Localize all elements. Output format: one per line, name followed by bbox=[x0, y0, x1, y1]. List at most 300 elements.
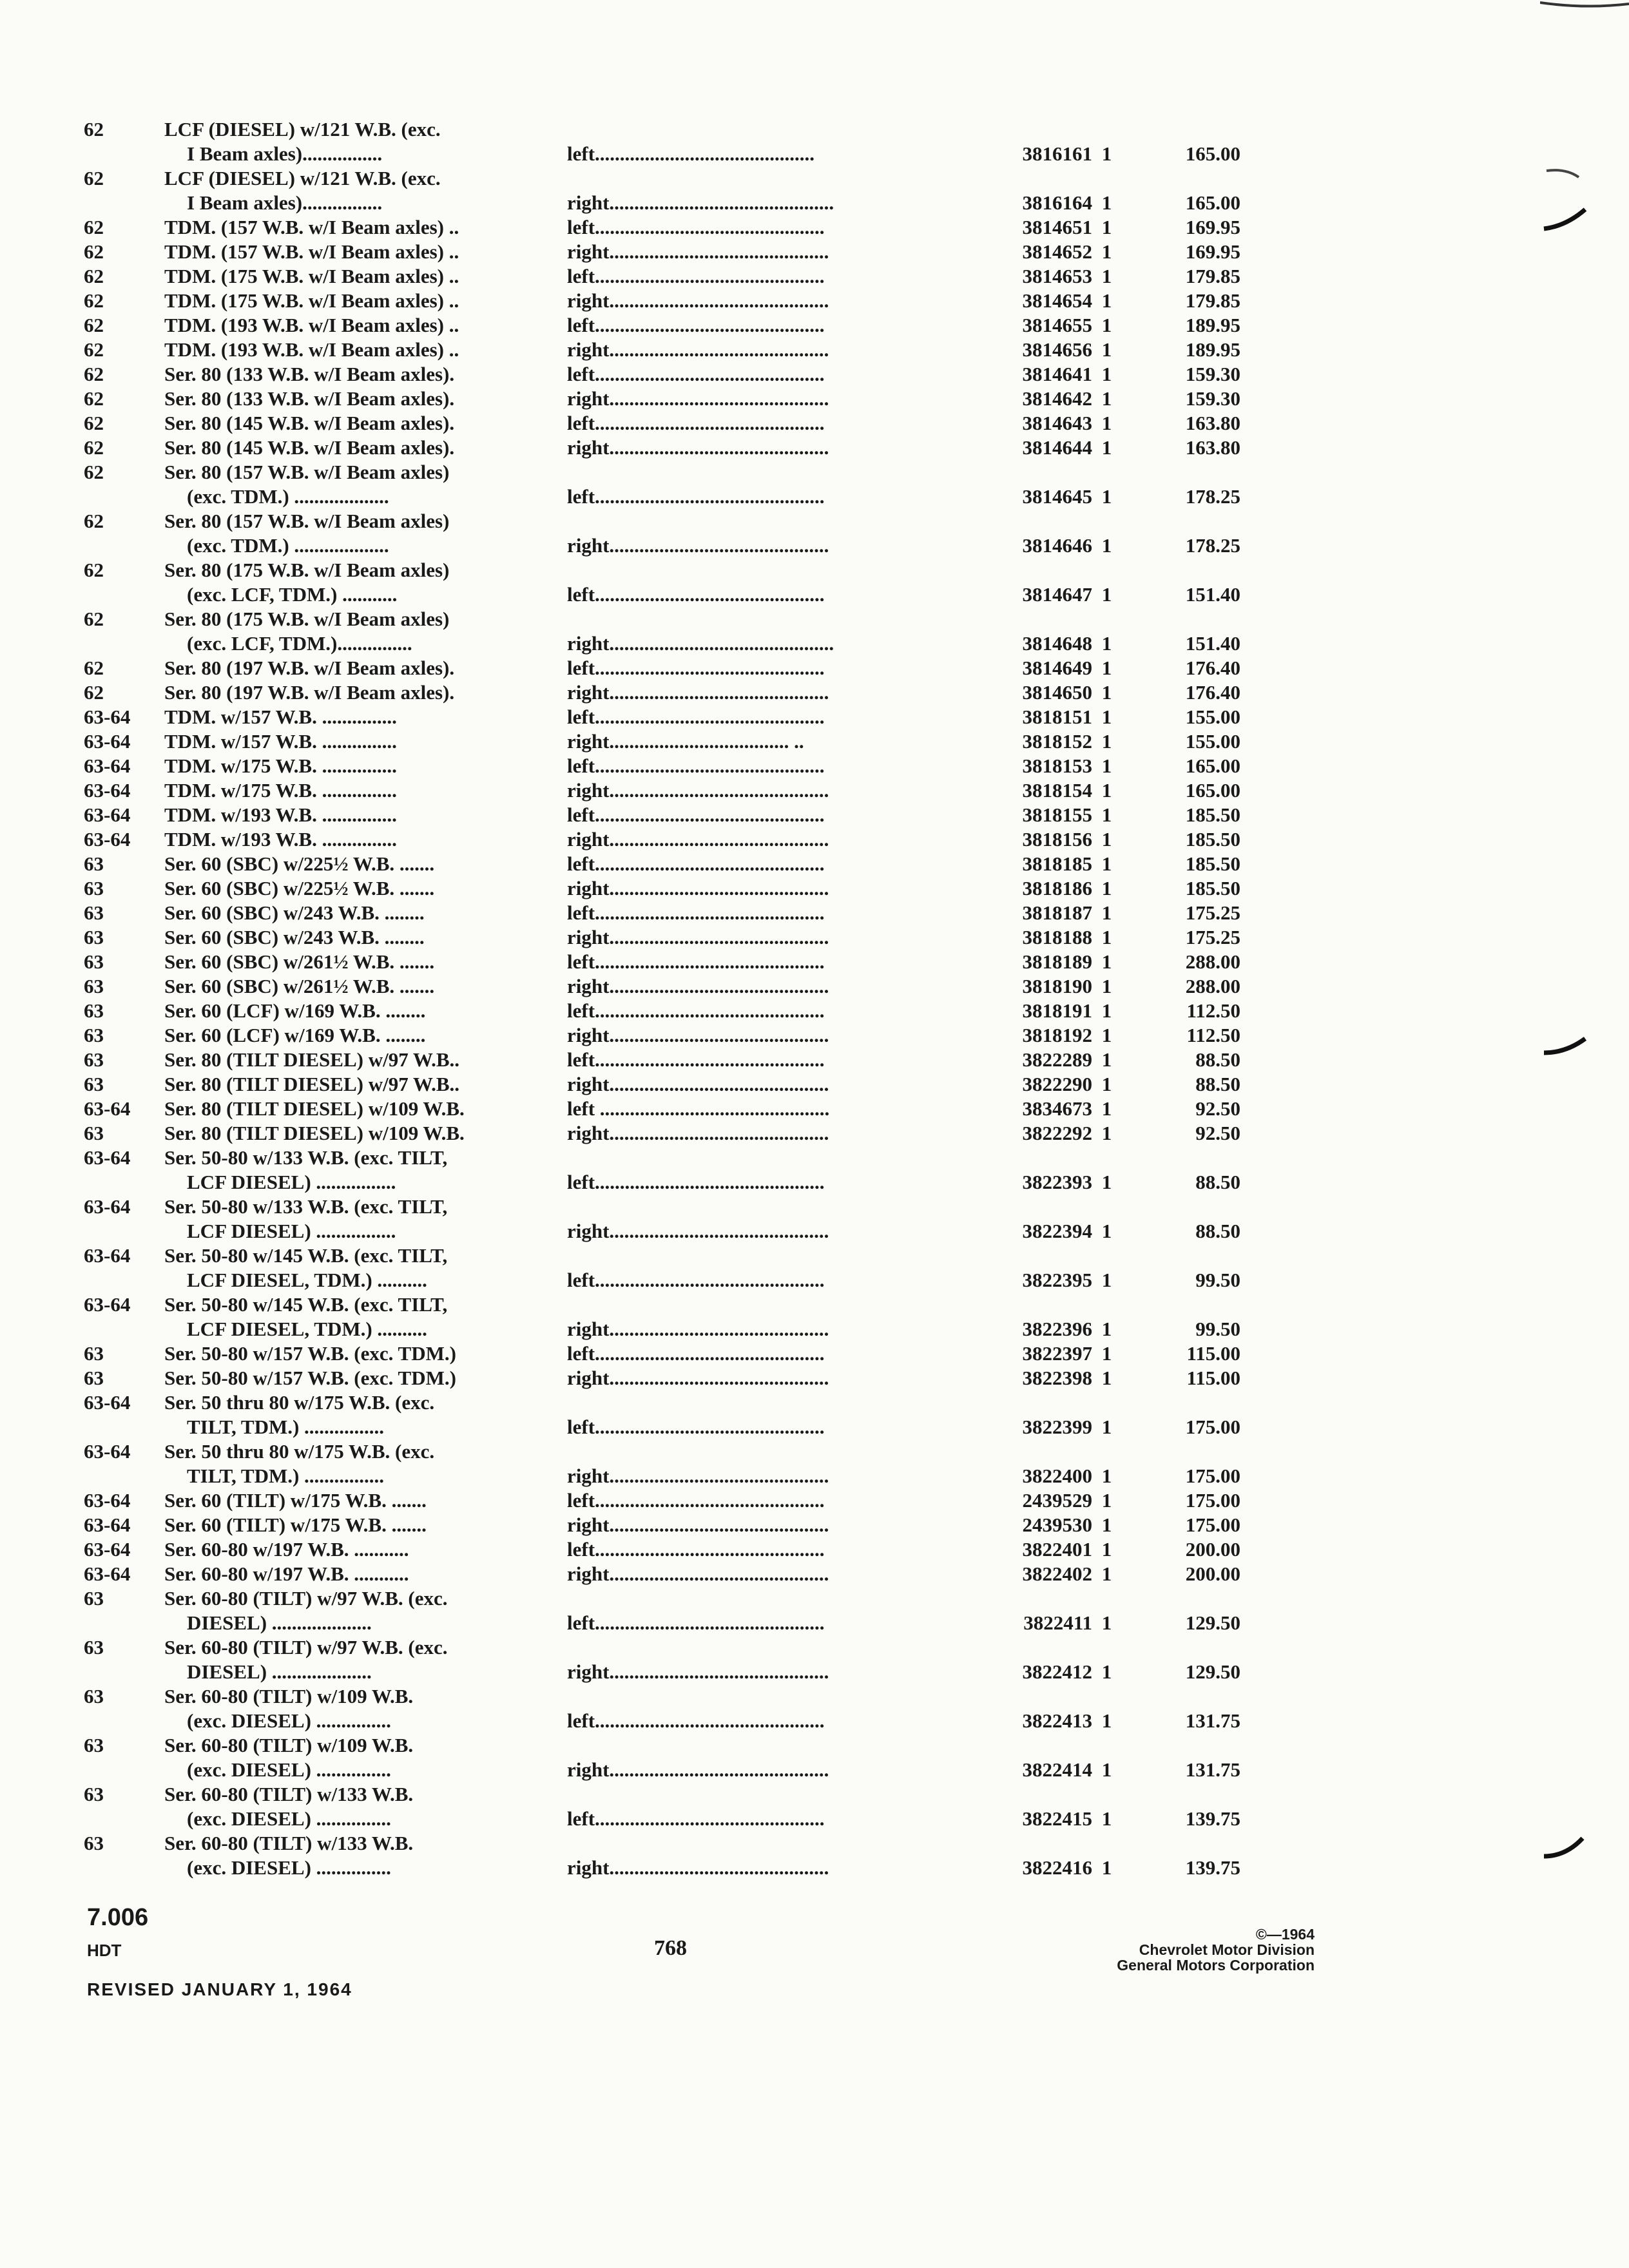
price: 112.50 bbox=[1186, 1024, 1240, 1046]
price: 129.50 bbox=[1185, 1611, 1240, 1634]
side-label: right............................................ bbox=[567, 1562, 829, 1585]
part-number: 3814653 bbox=[1022, 265, 1092, 287]
price: 175.00 bbox=[1185, 1489, 1240, 1512]
part-number: 3814651 bbox=[1022, 216, 1092, 238]
part-number: 3814647 bbox=[1022, 583, 1092, 606]
price: 88.50 bbox=[1195, 1048, 1240, 1071]
part-number: 3834673 bbox=[1022, 1097, 1092, 1120]
model-year: 62 bbox=[84, 118, 104, 140]
part-description: TDM. (157 W.B. w/I Beam axles) .. bbox=[164, 240, 459, 263]
quantity: 1 bbox=[1101, 240, 1112, 263]
price: 165.00 bbox=[1185, 142, 1240, 165]
quantity: 1 bbox=[1101, 1660, 1112, 1683]
side-label: right............................................ bbox=[567, 534, 829, 557]
model-year: 62 bbox=[84, 412, 104, 434]
model-year: 63 bbox=[84, 1367, 104, 1389]
part-description-continued: (exc. DIESEL) ............... bbox=[187, 1709, 391, 1732]
model-year: 63 bbox=[84, 950, 104, 973]
part-description: Ser. 60 (SBC) w/225½ W.B. ....... bbox=[164, 877, 435, 899]
model-year: 63-64 bbox=[84, 1440, 131, 1463]
part-number: 3822393 bbox=[1022, 1171, 1092, 1193]
model-year: 62 bbox=[84, 240, 104, 263]
part-number: 3814650 bbox=[1022, 681, 1092, 704]
quantity: 1 bbox=[1101, 975, 1112, 997]
part-description: Ser. 80 (145 W.B. w/I Beam axles). bbox=[164, 412, 455, 434]
quantity: 1 bbox=[1101, 363, 1112, 385]
side-label: right............................................ bbox=[567, 877, 829, 899]
side-label: right............................................ bbox=[567, 1220, 829, 1242]
quantity: 1 bbox=[1101, 1538, 1112, 1561]
quantity: 1 bbox=[1101, 1073, 1112, 1095]
side-label: right............................................. bbox=[567, 632, 834, 655]
part-description: LCF (DIESEL) w/121 W.B. (exc. bbox=[164, 167, 441, 189]
price: 175.00 bbox=[1185, 1465, 1240, 1487]
page-number: 768 bbox=[654, 1936, 687, 1960]
part-description-continued: LCF DIESEL, TDM.) .......... bbox=[187, 1318, 427, 1340]
part-description: Ser. 50-80 w/145 W.B. (exc. TILT, bbox=[164, 1244, 448, 1267]
price: 131.75 bbox=[1185, 1709, 1240, 1732]
price: 163.80 bbox=[1185, 412, 1240, 434]
price: 88.50 bbox=[1195, 1073, 1240, 1095]
part-description: Ser. 80 (133 W.B. w/I Beam axles). bbox=[164, 387, 455, 410]
model-year: 63 bbox=[84, 901, 104, 924]
quantity: 1 bbox=[1101, 142, 1112, 165]
part-number: 3818153 bbox=[1022, 754, 1092, 777]
part-description-continued: (exc. DIESEL) ............... bbox=[187, 1758, 391, 1781]
price: 92.50 bbox=[1195, 1122, 1240, 1144]
price: 169.95 bbox=[1185, 216, 1240, 238]
model-year: 62 bbox=[84, 216, 104, 238]
quantity: 1 bbox=[1101, 901, 1112, 924]
price: 99.50 bbox=[1195, 1269, 1240, 1291]
quantity: 1 bbox=[1101, 1220, 1112, 1242]
quantity: 1 bbox=[1101, 1489, 1112, 1512]
side-label: left.............................................. bbox=[567, 485, 825, 508]
model-year: 62 bbox=[84, 461, 104, 483]
quantity: 1 bbox=[1101, 1048, 1112, 1071]
side-label: left.............................................. bbox=[567, 1611, 825, 1634]
part-number: 3814641 bbox=[1022, 363, 1092, 385]
part-number: 3822411 bbox=[1023, 1611, 1092, 1634]
part-description: Ser. 60-80 (TILT) w/109 W.B. bbox=[164, 1685, 414, 1707]
quantity: 1 bbox=[1101, 828, 1112, 850]
model-year: 63 bbox=[84, 852, 104, 875]
part-number: 3822416 bbox=[1022, 1856, 1092, 1879]
quantity: 1 bbox=[1101, 1758, 1112, 1781]
side-label: right............................................ bbox=[567, 1073, 829, 1095]
side-label: left.............................................. bbox=[567, 706, 825, 728]
part-number: 2439529 bbox=[1022, 1489, 1092, 1512]
price: 288.00 bbox=[1185, 975, 1240, 997]
side-label: right............................................. bbox=[567, 191, 834, 214]
model-year: 63-64 bbox=[84, 730, 131, 753]
price: 151.40 bbox=[1185, 583, 1240, 606]
price: 129.50 bbox=[1185, 1660, 1240, 1683]
side-label: left.............................................. bbox=[567, 657, 825, 679]
price: 200.00 bbox=[1185, 1538, 1240, 1561]
part-number: 3814652 bbox=[1022, 240, 1092, 263]
price: 151.40 bbox=[1185, 632, 1240, 655]
part-description: Ser. 50-80 w/157 W.B. (exc. TDM.) bbox=[164, 1342, 456, 1365]
quantity: 1 bbox=[1101, 1709, 1112, 1732]
model-year: 63 bbox=[84, 1832, 104, 1854]
price: 163.80 bbox=[1185, 436, 1240, 459]
part-description-continued: DIESEL) .................... bbox=[187, 1611, 372, 1634]
quantity: 1 bbox=[1101, 412, 1112, 434]
side-label: right............................................ bbox=[567, 1465, 829, 1487]
model-year: 63 bbox=[84, 877, 104, 899]
binder-hook-mark bbox=[1540, 164, 1592, 242]
part-description: Ser. 60-80 w/197 W.B. ........... bbox=[164, 1538, 409, 1561]
price: 165.00 bbox=[1185, 191, 1240, 214]
price: 88.50 bbox=[1195, 1171, 1240, 1193]
quantity: 1 bbox=[1101, 436, 1112, 459]
side-label: left.............................................. bbox=[567, 852, 825, 875]
part-number: 3814646 bbox=[1022, 534, 1092, 557]
side-label: right.................................... .. bbox=[567, 730, 804, 753]
part-description: Ser. 60 (SBC) w/243 W.B. ........ bbox=[164, 926, 425, 948]
part-description: Ser. 50-80 w/133 W.B. (exc. TILT, bbox=[164, 1146, 448, 1169]
model-year: 62 bbox=[84, 265, 104, 287]
price: 155.00 bbox=[1185, 706, 1240, 728]
copyright-line: ©—1964 bbox=[1255, 1926, 1315, 1943]
part-number: 3816164 bbox=[1022, 191, 1092, 214]
part-number: 3822399 bbox=[1022, 1416, 1092, 1438]
part-description-continued: (exc. LCF, TDM.)............... bbox=[187, 632, 412, 655]
model-year: 63-64 bbox=[84, 803, 131, 826]
side-label: left.............................................. bbox=[567, 265, 825, 287]
price: 185.50 bbox=[1185, 828, 1240, 850]
model-year: 63 bbox=[84, 1783, 104, 1805]
price: 178.25 bbox=[1185, 534, 1240, 557]
model-year: 62 bbox=[84, 167, 104, 189]
part-number: 3818189 bbox=[1022, 950, 1092, 973]
binder-hook-mark bbox=[1540, 1833, 1592, 1872]
side-label: left.............................................. bbox=[567, 412, 825, 434]
part-number: 3814642 bbox=[1022, 387, 1092, 410]
side-label: right............................................ bbox=[567, 975, 829, 997]
quantity: 1 bbox=[1101, 1318, 1112, 1340]
part-description: Ser. 80 (157 W.B. w/I Beam axles) bbox=[164, 461, 450, 483]
price: 176.40 bbox=[1185, 657, 1240, 679]
part-description: Ser. 80 (197 W.B. w/I Beam axles). bbox=[164, 657, 455, 679]
part-description-continued: DIESEL) .................... bbox=[187, 1660, 372, 1683]
quantity: 1 bbox=[1101, 754, 1112, 777]
side-label: right............................................ bbox=[567, 1758, 829, 1781]
part-description: Ser. 80 (175 W.B. w/I Beam axles) bbox=[164, 608, 450, 630]
quantity: 1 bbox=[1101, 852, 1112, 875]
model-year: 63 bbox=[84, 1122, 104, 1144]
model-year: 63-64 bbox=[84, 754, 131, 777]
price: 99.50 bbox=[1195, 1318, 1240, 1340]
part-description: Ser. 60 (TILT) w/175 W.B. ....... bbox=[164, 1514, 427, 1536]
model-year: 63 bbox=[84, 1636, 104, 1658]
price: 115.00 bbox=[1186, 1342, 1240, 1365]
part-description-continued: (exc. DIESEL) ............... bbox=[187, 1807, 391, 1830]
side-label: left.............................................. bbox=[567, 754, 825, 777]
side-label: left............................................ bbox=[567, 142, 815, 165]
part-number: 3814648 bbox=[1022, 632, 1092, 655]
part-description: Ser. 50-80 w/157 W.B. (exc. TDM.) bbox=[164, 1367, 456, 1389]
price: 179.85 bbox=[1185, 265, 1240, 287]
model-year: 63 bbox=[84, 1048, 104, 1071]
side-label: left.............................................. bbox=[567, 999, 825, 1022]
scan-edge-mark bbox=[1540, 0, 1629, 13]
side-label: right............................................ bbox=[567, 387, 829, 410]
part-number: 3818151 bbox=[1022, 706, 1092, 728]
quantity: 1 bbox=[1101, 681, 1112, 704]
side-label: left.............................................. bbox=[567, 1709, 825, 1732]
part-description: Ser. 60-80 (TILT) w/97 W.B. (exc. bbox=[164, 1636, 448, 1658]
quantity: 1 bbox=[1101, 191, 1112, 214]
part-description-continued: (exc. LCF, TDM.) ........... bbox=[187, 583, 398, 606]
quantity: 1 bbox=[1101, 706, 1112, 728]
model-year: 63 bbox=[84, 1073, 104, 1095]
part-description: TDM. w/175 W.B. ............... bbox=[164, 779, 397, 802]
side-label: right............................................ bbox=[567, 1660, 829, 1683]
quantity: 1 bbox=[1101, 1097, 1112, 1120]
quantity: 1 bbox=[1101, 289, 1112, 312]
side-label: left.............................................. bbox=[567, 583, 825, 606]
side-label: right............................................ bbox=[567, 1024, 829, 1046]
quantity: 1 bbox=[1101, 926, 1112, 948]
side-label: right............................................ bbox=[567, 338, 829, 361]
side-label: left.............................................. bbox=[567, 950, 825, 973]
price: 189.95 bbox=[1185, 338, 1240, 361]
part-description: Ser. 80 (133 W.B. w/I Beam axles). bbox=[164, 363, 455, 385]
side-label: left.............................................. bbox=[567, 1538, 825, 1561]
price: 139.75 bbox=[1185, 1856, 1240, 1879]
model-year: 63 bbox=[84, 1342, 104, 1365]
part-description-continued: (exc. TDM.) ................... bbox=[187, 534, 389, 557]
model-year: 63-64 bbox=[84, 1514, 131, 1536]
part-number: 3822398 bbox=[1022, 1367, 1092, 1389]
side-label: right............................................ bbox=[567, 1856, 829, 1879]
part-number: 3818185 bbox=[1022, 852, 1092, 875]
part-number: 3816161 bbox=[1022, 142, 1092, 165]
model-year: 62 bbox=[84, 289, 104, 312]
side-label: left.............................................. bbox=[567, 216, 825, 238]
side-label: left.............................................. bbox=[567, 1048, 825, 1071]
part-number: 3818192 bbox=[1022, 1024, 1092, 1046]
part-description-continued: LCF DIESEL) ................ bbox=[187, 1220, 396, 1242]
quantity: 1 bbox=[1101, 216, 1112, 238]
part-description: Ser. 60 (SBC) w/261½ W.B. ....... bbox=[164, 975, 435, 997]
part-number: 3822394 bbox=[1022, 1220, 1092, 1242]
part-description: TDM. (157 W.B. w/I Beam axles) .. bbox=[164, 216, 459, 238]
part-description: Ser. 80 (157 W.B. w/I Beam axles) bbox=[164, 510, 450, 532]
copyright-line: Chevrolet Motor Division bbox=[1139, 1941, 1315, 1958]
model-year: 62 bbox=[84, 510, 104, 532]
section-code: HDT bbox=[87, 1941, 122, 1960]
price: 112.50 bbox=[1186, 999, 1240, 1022]
part-number: 3822396 bbox=[1022, 1318, 1092, 1340]
part-description: TDM. w/157 W.B. ............... bbox=[164, 730, 397, 753]
side-label: left.............................................. bbox=[567, 1807, 825, 1830]
part-number: 3814654 bbox=[1022, 289, 1092, 312]
price: 175.00 bbox=[1185, 1416, 1240, 1438]
quantity: 1 bbox=[1101, 1342, 1112, 1365]
model-year: 63 bbox=[84, 999, 104, 1022]
price: 159.30 bbox=[1185, 363, 1240, 385]
part-description: Ser. 60 (SBC) w/225½ W.B. ....... bbox=[164, 852, 435, 875]
price: 165.00 bbox=[1185, 754, 1240, 777]
quantity: 1 bbox=[1101, 779, 1112, 802]
side-label: right............................................ bbox=[567, 779, 829, 802]
part-description-continued: (exc. TDM.) ................... bbox=[187, 485, 389, 508]
quantity: 1 bbox=[1101, 314, 1112, 336]
part-description: Ser. 80 (TILT DIESEL) w/97 W.B.. bbox=[164, 1073, 459, 1095]
part-description: TDM. w/157 W.B. ............... bbox=[164, 706, 397, 728]
side-label: left.............................................. bbox=[567, 1342, 825, 1365]
quantity: 1 bbox=[1101, 1611, 1112, 1634]
part-description: Ser. 50-80 w/145 W.B. (exc. TILT, bbox=[164, 1293, 448, 1316]
part-description: Ser. 80 (TILT DIESEL) w/109 W.B. bbox=[164, 1122, 465, 1144]
quantity: 1 bbox=[1101, 950, 1112, 973]
part-description: Ser. 60-80 (TILT) w/109 W.B. bbox=[164, 1734, 414, 1756]
part-number: 3818152 bbox=[1022, 730, 1092, 753]
part-description: TDM. w/193 W.B. ............... bbox=[164, 803, 397, 826]
side-label: right............................................ bbox=[567, 828, 829, 850]
part-number: 3814656 bbox=[1022, 338, 1092, 361]
side-label: left.............................................. bbox=[567, 803, 825, 826]
quantity: 1 bbox=[1101, 1416, 1112, 1438]
part-number: 3818188 bbox=[1022, 926, 1092, 948]
part-description: Ser. 60 (SBC) w/243 W.B. ........ bbox=[164, 901, 425, 924]
price: 175.25 bbox=[1185, 901, 1240, 924]
part-number: 3814644 bbox=[1022, 436, 1092, 459]
model-year: 63-64 bbox=[84, 706, 131, 728]
side-label: left.............................................. bbox=[567, 1416, 825, 1438]
price: 175.25 bbox=[1185, 926, 1240, 948]
part-number: 3822414 bbox=[1022, 1758, 1092, 1781]
part-number: 3818156 bbox=[1022, 828, 1092, 850]
side-label: right............................................ bbox=[567, 1367, 829, 1389]
side-label: left.............................................. bbox=[567, 1269, 825, 1291]
part-description: Ser. 60 (LCF) w/169 W.B. ........ bbox=[164, 1024, 426, 1046]
binder-hook-mark bbox=[1540, 1031, 1592, 1070]
quantity: 1 bbox=[1101, 1807, 1112, 1830]
part-number: 3822290 bbox=[1022, 1073, 1092, 1095]
copyright-block bbox=[1031, 1927, 1315, 1973]
part-description-continued: TILT, TDM.) ................ bbox=[187, 1416, 385, 1438]
side-label: left .............................................. bbox=[567, 1097, 830, 1120]
model-year: 62 bbox=[84, 681, 104, 704]
part-description: TDM. (175 W.B. w/I Beam axles) .. bbox=[164, 265, 459, 287]
quantity: 1 bbox=[1101, 657, 1112, 679]
part-number: 3814655 bbox=[1022, 314, 1092, 336]
copyright-line: General Motors Corporation bbox=[1117, 1957, 1315, 1974]
section-number: 7.006 bbox=[87, 1904, 149, 1931]
part-number: 3814649 bbox=[1022, 657, 1092, 679]
model-year: 62 bbox=[84, 314, 104, 336]
model-year: 62 bbox=[84, 559, 104, 581]
quantity: 1 bbox=[1101, 583, 1112, 606]
part-number: 3818191 bbox=[1022, 999, 1092, 1022]
price: 175.00 bbox=[1185, 1514, 1240, 1536]
part-description: Ser. 50 thru 80 w/175 W.B. (exc. bbox=[164, 1391, 435, 1414]
model-year: 62 bbox=[84, 363, 104, 385]
side-label: right............................................ bbox=[567, 436, 829, 459]
part-description: Ser. 60-80 w/197 W.B. ........... bbox=[164, 1562, 409, 1585]
part-description: Ser. 80 (145 W.B. w/I Beam axles). bbox=[164, 436, 455, 459]
model-year: 62 bbox=[84, 608, 104, 630]
model-year: 63-64 bbox=[84, 1097, 131, 1120]
part-description: TDM. (193 W.B. w/I Beam axles) .. bbox=[164, 338, 459, 361]
part-description: LCF (DIESEL) w/121 W.B. (exc. bbox=[164, 118, 441, 140]
model-year: 63-64 bbox=[84, 779, 131, 802]
side-label: left.............................................. bbox=[567, 901, 825, 924]
model-year: 63-64 bbox=[84, 1293, 131, 1316]
part-number: 3822412 bbox=[1022, 1660, 1092, 1683]
model-year: 63 bbox=[84, 1024, 104, 1046]
part-description: Ser. 80 (TILT DIESEL) w/97 W.B.. bbox=[164, 1048, 459, 1071]
quantity: 1 bbox=[1101, 877, 1112, 899]
part-number: 2439530 bbox=[1022, 1514, 1092, 1536]
side-label: right............................................ bbox=[567, 1122, 829, 1144]
part-number: 3822289 bbox=[1022, 1048, 1092, 1071]
model-year: 63-64 bbox=[84, 1562, 131, 1585]
model-year: 63-64 bbox=[84, 1391, 131, 1414]
price: 189.95 bbox=[1185, 314, 1240, 336]
side-label: right............................................ bbox=[567, 1318, 829, 1340]
part-number: 3818154 bbox=[1022, 779, 1092, 802]
part-number: 3822400 bbox=[1022, 1465, 1092, 1487]
model-year: 63 bbox=[84, 1587, 104, 1610]
price: 88.50 bbox=[1195, 1220, 1240, 1242]
quantity: 1 bbox=[1101, 1269, 1112, 1291]
part-description: Ser. 60-80 (TILT) w/133 W.B. bbox=[164, 1783, 414, 1805]
price: 176.40 bbox=[1185, 681, 1240, 704]
side-label: left.............................................. bbox=[567, 1171, 825, 1193]
price: 165.00 bbox=[1185, 779, 1240, 802]
part-description: Ser. 60 (TILT) w/175 W.B. ....... bbox=[164, 1489, 427, 1512]
quantity: 1 bbox=[1101, 1856, 1112, 1879]
part-number: 3822402 bbox=[1022, 1562, 1092, 1585]
price: 155.00 bbox=[1185, 730, 1240, 753]
price: 288.00 bbox=[1185, 950, 1240, 973]
part-description: TDM. w/175 W.B. ............... bbox=[164, 754, 397, 777]
model-year: 63-64 bbox=[84, 828, 131, 850]
price: 159.30 bbox=[1185, 387, 1240, 410]
side-label: right............................................ bbox=[567, 926, 829, 948]
quantity: 1 bbox=[1101, 1171, 1112, 1193]
price: 179.85 bbox=[1185, 289, 1240, 312]
price: 185.50 bbox=[1185, 877, 1240, 899]
model-year: 63-64 bbox=[84, 1146, 131, 1169]
model-year: 63-64 bbox=[84, 1538, 131, 1561]
part-description: Ser. 80 (175 W.B. w/I Beam axles) bbox=[164, 559, 450, 581]
part-number: 3822401 bbox=[1022, 1538, 1092, 1561]
part-number: 3818155 bbox=[1022, 803, 1092, 826]
part-number: 3822413 bbox=[1022, 1709, 1092, 1732]
part-description: Ser. 60-80 (TILT) w/97 W.B. (exc. bbox=[164, 1587, 448, 1610]
price: 178.25 bbox=[1185, 485, 1240, 508]
price: 139.75 bbox=[1185, 1807, 1240, 1830]
model-year: 63 bbox=[84, 926, 104, 948]
model-year: 63-64 bbox=[84, 1244, 131, 1267]
side-label: left.............................................. bbox=[567, 1489, 825, 1512]
part-description: Ser. 80 (197 W.B. w/I Beam axles). bbox=[164, 681, 455, 704]
side-label: right............................................ bbox=[567, 681, 829, 704]
part-description: TDM. (175 W.B. w/I Beam axles) .. bbox=[164, 289, 459, 312]
part-description: Ser. 60-80 (TILT) w/133 W.B. bbox=[164, 1832, 414, 1854]
quantity: 1 bbox=[1101, 534, 1112, 557]
side-label: left.............................................. bbox=[567, 314, 825, 336]
quantity: 1 bbox=[1101, 265, 1112, 287]
model-year: 62 bbox=[84, 657, 104, 679]
part-number: 3822415 bbox=[1022, 1807, 1092, 1830]
